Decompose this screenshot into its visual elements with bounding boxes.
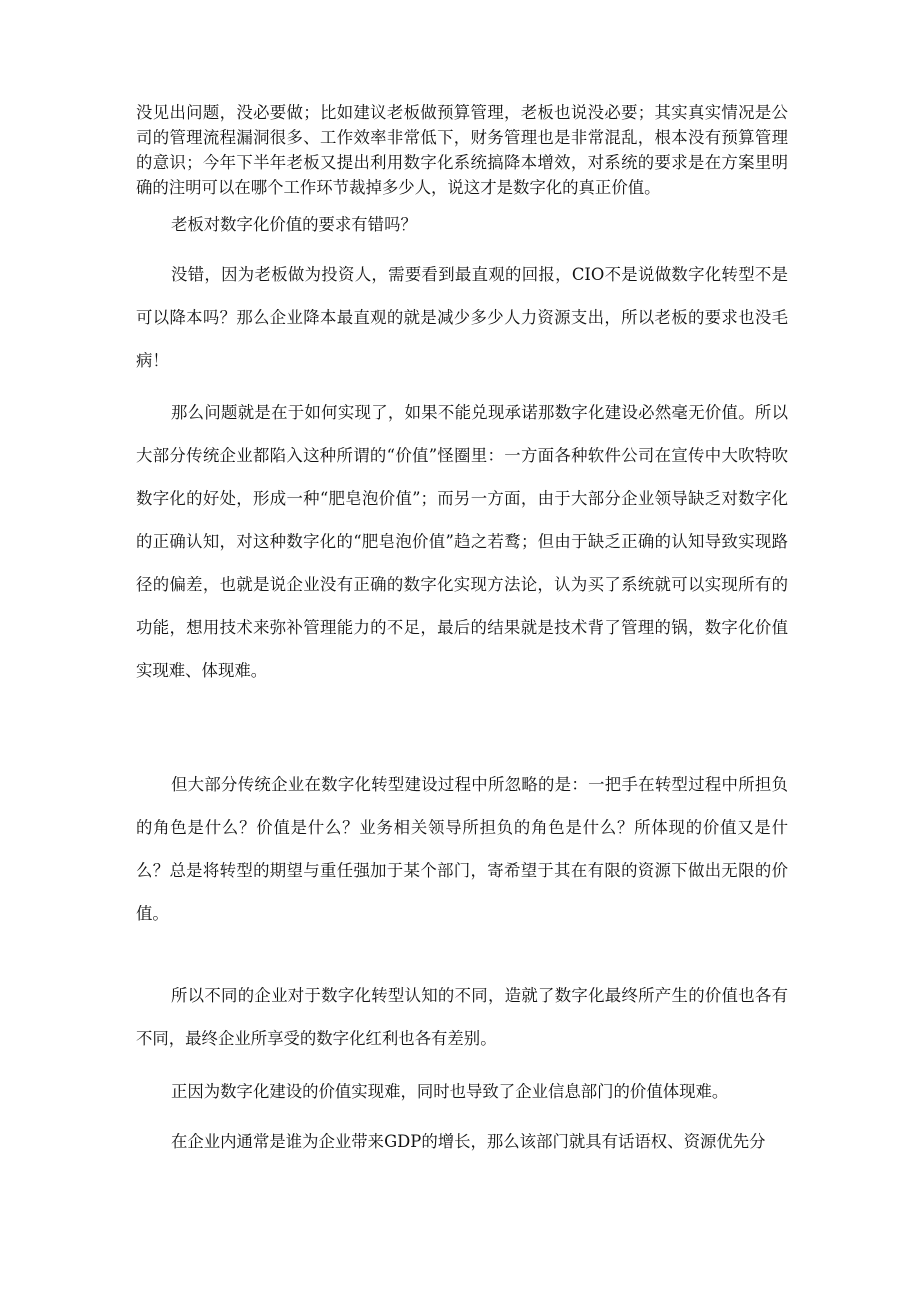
paragraph-3: 没错，因为老板做为投资人，需要看到最直观的回报，CIO不是说做数字化转型不是可以降本吗？那么企业降本最直观的就是减少多少人力资源支出，所以老板的要求也没毛病！ xyxy=(136,265,788,370)
paragraph-8: 在企业内通常是谁为企业带来GDP的增长，那么该部门就具有话语权、资源优先分 xyxy=(171,1132,766,1151)
paragraph-5: 但大部分传统企业在数字化转型建设过程中所忽略的是：一把手在转型过程中所担负的角色是什么？价值是什么？业务相关领导所担负的角色是什么？所体现的价值又是什么？总是将转型的期望与重任强加于某个部门，寄希望于其在有限的资源下做出无限的价值。 xyxy=(136,775,788,923)
paragraph-2: 老板对数字化价值的要求有错吗？ xyxy=(171,215,417,234)
paragraph-1: 没见出问题，没必要做；比如建议老板做预算管理，老板也说没必要；其实真实情况是公司的管理流程漏洞很多、工作效率非常低下，财务管理也是非常混乱，根本没有预算管理的意识；今年下半年老板又提出利用数字化系统搞降本增效，对系统的要求是在方案里明确的注明可以在哪个工作环节裁掉多少人，说这才是数字化的真正价值。 xyxy=(136,103,788,197)
paragraph-7: 正因为数字化建设的价值实现难，同时也导致了企业信息部门的价值体现难。 xyxy=(171,1082,729,1101)
paragraph-6: 所以不同的企业对于数字化转型认知的不同，造就了数字化最终所产生的价值也各有不同，最终企业所享受的数字化红利也各有差别。 xyxy=(136,986,788,1048)
paragraph-4: 那么问题就是在于如何实现了，如果不能兑现承诺那数字化建设必然毫无价值。所以大部分传统企业都陷入这种所谓的“价值”怪圈里：一方面各种软件公司在宣传中大吹特吹数字化的好处，形成一种“肥皂泡价值”；而另一方面，由于大部分企业领导缺乏对数字化的正确认知，对这种数字化的“肥皂泡价值”趋之若鹜；但由于缺乏正确的认知导致实现路径的偏差，也就是说企业没有正确的数字化实现方法论，认为买了系统就可以实现所有的功能，想用技术来弥补管理能力的不足，最后的结果就是技术背了管理的锅，数字化价值实现难、体现难。 xyxy=(136,403,788,680)
